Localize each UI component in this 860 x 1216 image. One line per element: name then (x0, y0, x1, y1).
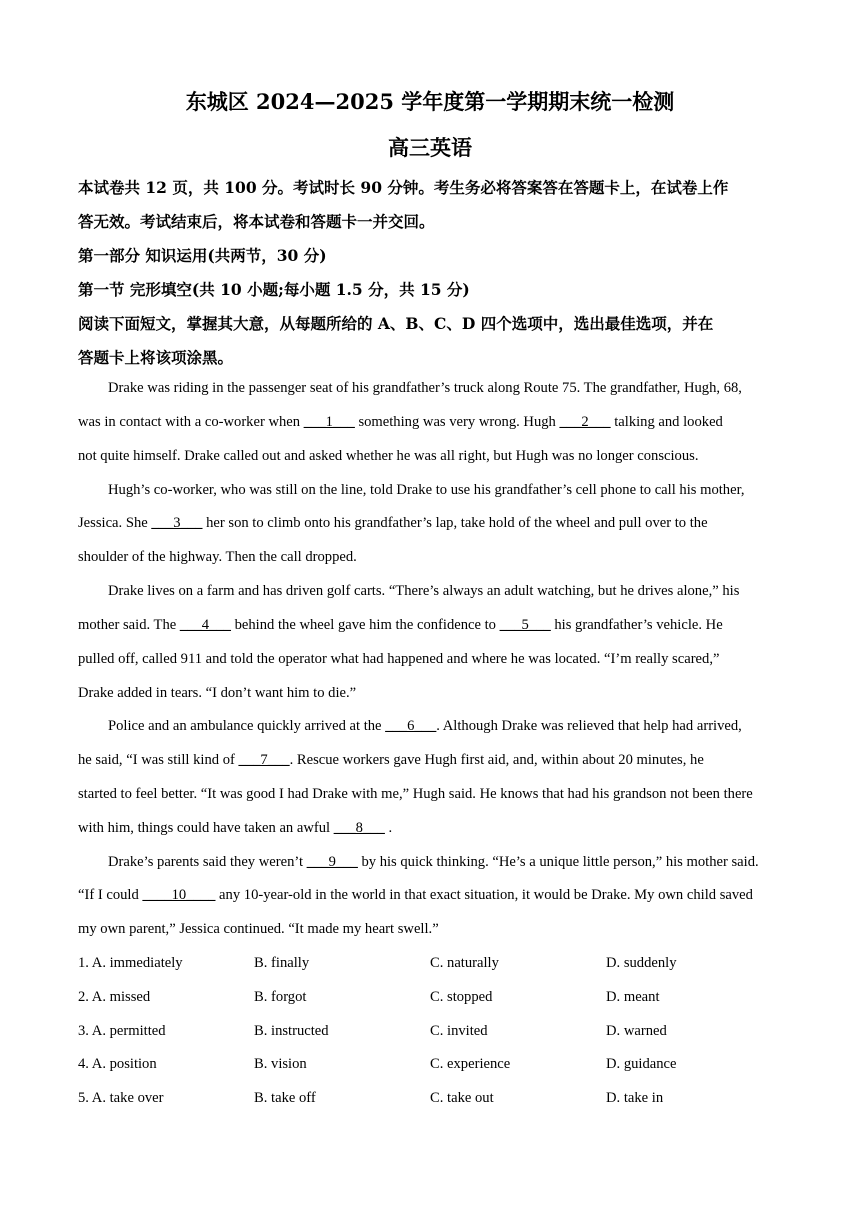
exam-subtitle: 高三英语 (388, 135, 472, 160)
passage-line: mother said. The ___4___ behind the wheel gave him the confidence to ___5___ his grandfather’s vehicle. He (78, 617, 723, 633)
option-2a: 2. A. missed (78, 989, 151, 1005)
blank-1: ___1___ (303, 414, 355, 430)
option-4d: D. guidance (606, 1056, 677, 1072)
blank-10: ____10____ (142, 887, 216, 903)
passage-line: Drake lives on a farm and has driven golf carts. “There’s always an adult watching, but he drives alone,” his (108, 583, 740, 599)
instruction-line: 答无效。考试结束后，将本试卷和答题卡一并交回。 (78, 212, 435, 231)
option-2c: C. stopped (430, 989, 493, 1005)
option-4c: C. experience (430, 1056, 511, 1072)
option-4a: 4. A. position (78, 1056, 157, 1072)
blank-6: ___6___ (385, 718, 437, 734)
directions-line: 答题卡上将该项涂黑。 (78, 348, 234, 367)
option-2d: D. meant (606, 989, 660, 1005)
option-1a: 1. A. immediately (78, 955, 183, 971)
passage-line: with him, things could have taken an awful ___8___ . (78, 820, 393, 836)
passage-line: my own parent,” Jessica continued. “It made my heart swell.” (78, 921, 439, 937)
instruction-line: 本试卷共 12 页，共 100 分。考试时长 90 分钟。考生务必将答案答在答题卡上，在试卷上作 (78, 178, 729, 197)
subsection-heading: 第一节 完形填空(共 10 小题;每小题 1.5 分，共 15 分) (78, 280, 470, 299)
passage-line: Drake added in tears. “I don’t want him to die.” (78, 685, 357, 701)
blank-8: ___8___ (333, 820, 385, 836)
blank-7: ___7___ (238, 752, 290, 768)
option-2b: B. forgot (254, 989, 307, 1005)
blank-2: ___2___ (559, 414, 611, 430)
section-heading: 第一部分 知识运用(共两节，30 分) (78, 246, 327, 265)
passage-line: Drake’s parents said they weren’t ___9___ by his quick thinking. “He’s a unique little person,” his mother said. (108, 854, 759, 870)
blank-4: ___4___ (179, 617, 231, 633)
blank-5: ___5___ (499, 617, 551, 633)
option-3c: C. invited (430, 1023, 488, 1039)
directions-line: 阅读下面短文，掌握其大意，从每题所给的 A、B、C、D 四个选项中，选出最佳选项，并在 (78, 314, 714, 333)
passage-line: Drake was riding in the passenger seat of his grandfather’s truck along Route 75. The grandfather, Hugh, 68, (108, 380, 742, 396)
passage-line: shoulder of the highway. Then the call dropped. (78, 549, 357, 565)
option-4b: B. vision (254, 1056, 307, 1072)
passage-line: “If I could ____10____ any 10-year-old in the world in that exact situation, it would be Drake. My own child saved (78, 887, 753, 903)
passage-line: was in contact with a co-worker when ___1___ something was very wrong. Hugh ___2___ talking and looked (78, 414, 723, 430)
option-5b: B. take off (254, 1090, 316, 1106)
option-5d: D. take in (606, 1090, 664, 1106)
option-5c: C. take out (430, 1090, 494, 1106)
passage-line: started to feel better. “It was good I had Drake with me,” Hugh said. He knows that had his grandson not been there (78, 786, 753, 802)
exam-title: 东城区 2024—2025 学年度第一学期期末统一检测 (185, 89, 675, 114)
option-3d: D. warned (606, 1023, 667, 1039)
passage-line: he said, “I was still kind of ___7___. Rescue workers gave Hugh first aid, and, within about 20 minutes, he (78, 752, 704, 768)
blank-9: ___9___ (306, 854, 358, 870)
passage-line: pulled off, called 911 and told the operator what had happened and where he was located. “I’m really scared,” (78, 651, 720, 667)
option-1c: C. naturally (430, 955, 499, 971)
passage-line: not quite himself. Drake called out and asked whether he was all right, but Hugh was no longer conscious. (78, 448, 699, 464)
option-1b: B. finally (254, 955, 310, 971)
option-5a: 5. A. take over (78, 1090, 164, 1106)
option-3a: 3. A. permitted (78, 1023, 166, 1039)
option-3b: B. instructed (254, 1023, 329, 1039)
blank-3: ___3___ (151, 515, 203, 531)
passage-line: Hugh’s co-worker, who was still on the line, told Drake to use his grandfather’s cell phone to call his mother, (108, 482, 745, 498)
passage-line: Police and an ambulance quickly arrived at the ___6___. Although Drake was relieved that help had arrived, (108, 718, 742, 734)
option-1d: D. suddenly (606, 955, 677, 971)
passage-line: Jessica. She ___3___ her son to climb onto his grandfather’s lap, take hold of the wheel and pull over to the (78, 515, 708, 531)
